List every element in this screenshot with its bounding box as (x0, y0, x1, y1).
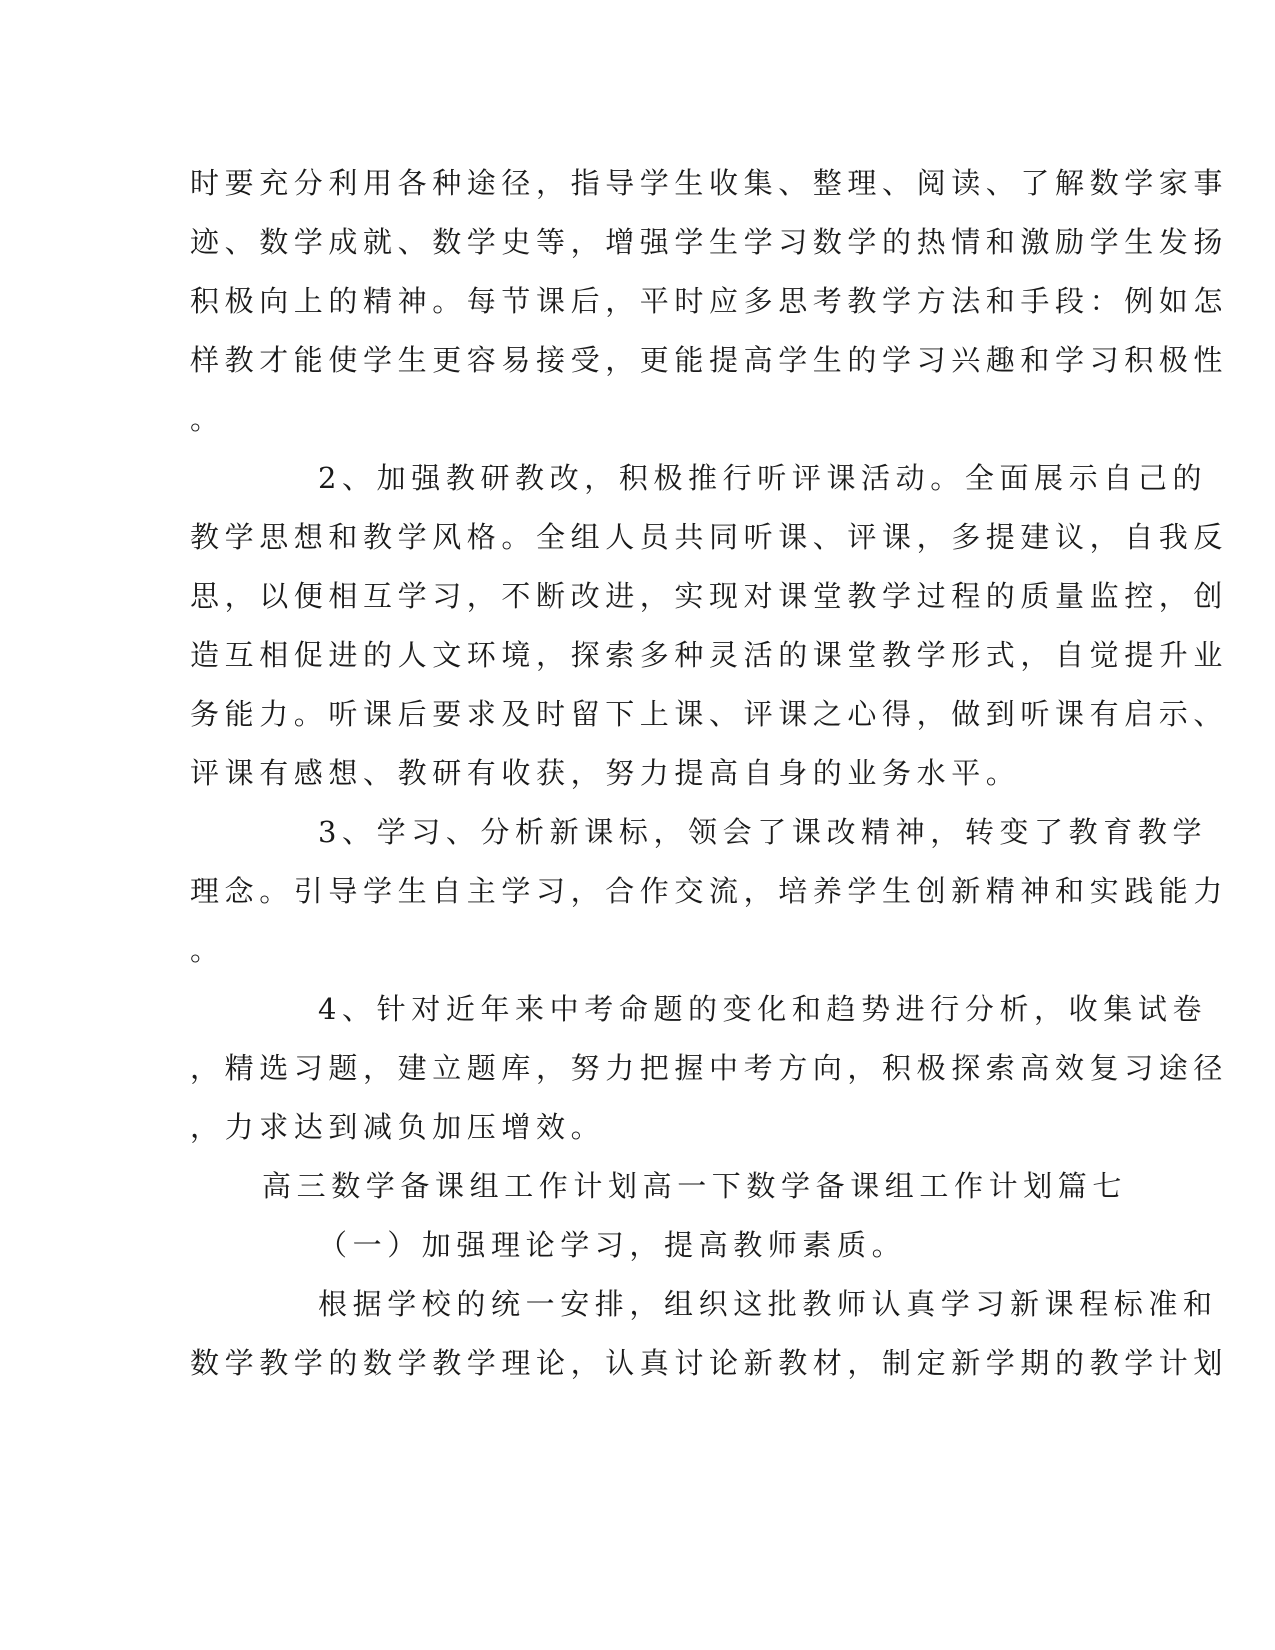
body-text-line: 评课有感想、教研有收获，努力提高自身的业务水平。 (190, 756, 1021, 790)
paragraph-start: 根据学校的统一安排，组织这批教师认真学习新课程标准和 (318, 1287, 1218, 1321)
body-text-line: 数学教学的数学教学理论，认真讨论新教材，制定新学期的教学计划 (190, 1346, 1229, 1380)
body-text-line: 务能力。听课后要求及时留下上课、评课之心得，做到听课有启示、 (190, 697, 1229, 731)
body-text-line: ，精选习题，建立题库，努力把握中考方向，积极探索高效复习途径 (190, 1051, 1229, 1085)
body-text-line: 造互相促进的人文环境，探索多种灵活的课堂教学形式，自觉提升业 (190, 638, 1229, 672)
body-text-line: 。 (190, 933, 225, 967)
section-heading: 高三数学备课组工作计划高一下数学备课组工作计划篇七 (262, 1169, 1128, 1203)
subsection-heading: （一）加强理论学习，提高教师素质。 (318, 1228, 907, 1262)
body-text-line: 。 (190, 402, 225, 436)
body-text-line: 理念。引导学生自主学习，合作交流，培养学生创新精神和实践能力 (190, 874, 1229, 908)
paragraph-item-3-start: 3、学习、分析新课标，领会了课改精神，转变了教育教学 (318, 815, 1208, 849)
body-text-line: 样教才能使学生更容易接受，更能提高学生的学习兴趣和学习积极性 (190, 343, 1229, 377)
paragraph-item-2-start: 2、加强教研教改，积极推行听评课活动。全面展示自己的 (318, 461, 1208, 495)
body-text-line: 时要充分利用各种途径，指导学生收集、整理、阅读、了解数学家事 (190, 166, 1229, 200)
body-text-line: 迹、数学成就、数学史等，增强学生学习数学的热情和激励学生发扬 (190, 225, 1229, 259)
body-text-line: 思，以便相互学习，不断改进，实现对课堂教学过程的质量监控，创 (190, 579, 1229, 613)
paragraph-item-4-start: 4、针对近年来中考命题的变化和趋势进行分析，收集试卷 (318, 992, 1208, 1026)
body-text-line: 积极向上的精神。每节课后，平时应多思考教学方法和手段：例如怎 (190, 284, 1229, 318)
body-text-line: 教学思想和教学风格。全组人员共同听课、评课，多提建议，自我反 (190, 520, 1229, 554)
body-text-line: ，力求达到减负加压增效。 (190, 1110, 606, 1144)
